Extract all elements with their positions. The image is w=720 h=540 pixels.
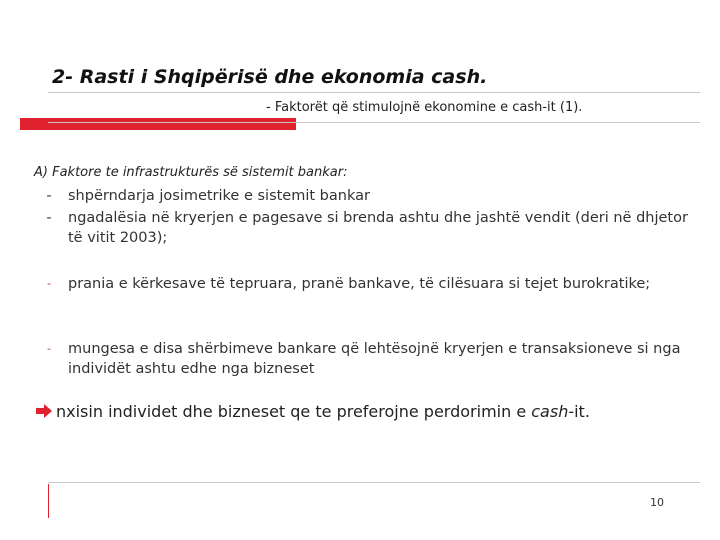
conclusion-line — [36, 402, 590, 421]
bullet-text: shpërndarja josimetrike e sistemit bankar — [68, 188, 370, 204]
footer-divider — [48, 482, 700, 483]
page-number: 10 — [650, 496, 664, 509]
conclusion-text: nxisin individet dhe bizneset qe te preferojne perdorimin e — [56, 402, 532, 421]
header-divider — [48, 122, 700, 123]
footer-accent — [48, 484, 49, 518]
bullet-text: prania e kërkesave të tepruara, pranë bankave, të cilësuara si tejet burokratike; — [68, 276, 651, 292]
slide-subtitle: - Faktorët që stimulojnë ekonomine e cash-it (1). — [266, 100, 583, 115]
bullet-item — [34, 274, 694, 294]
bullet-text: mungesa e disa shërbimeve bankare që lehtësojnë kryerjen e transaksioneve si nga individët ashtu edhe nga bizneset — [68, 341, 681, 377]
accent-bar — [20, 118, 296, 130]
bullet-dash: - — [47, 342, 51, 355]
bullet-item — [34, 208, 694, 248]
slide-title: 2- Rasti i Shqipërisë dhe ekonomia cash. — [52, 66, 488, 88]
bullet-text: ngadalësia në kryerjen e pagesave si brenda ashtu dhe jashtë vendit (deri në dhjetor të vitit 2003); — [68, 210, 688, 246]
conclusion-suffix: -it. — [568, 402, 590, 421]
bullet-dash: - — [46, 188, 52, 204]
section-title: A) Faktore te infrastrukturës së sistemit bankar: — [34, 165, 348, 180]
title-divider — [48, 92, 700, 93]
right-arrow-icon — [36, 404, 52, 418]
bullet-item — [34, 186, 694, 206]
bullet-item — [34, 339, 694, 379]
bullet-dash: - — [47, 277, 51, 290]
conclusion-italic: cash — [531, 402, 569, 421]
bullet-dash: - — [46, 210, 52, 226]
